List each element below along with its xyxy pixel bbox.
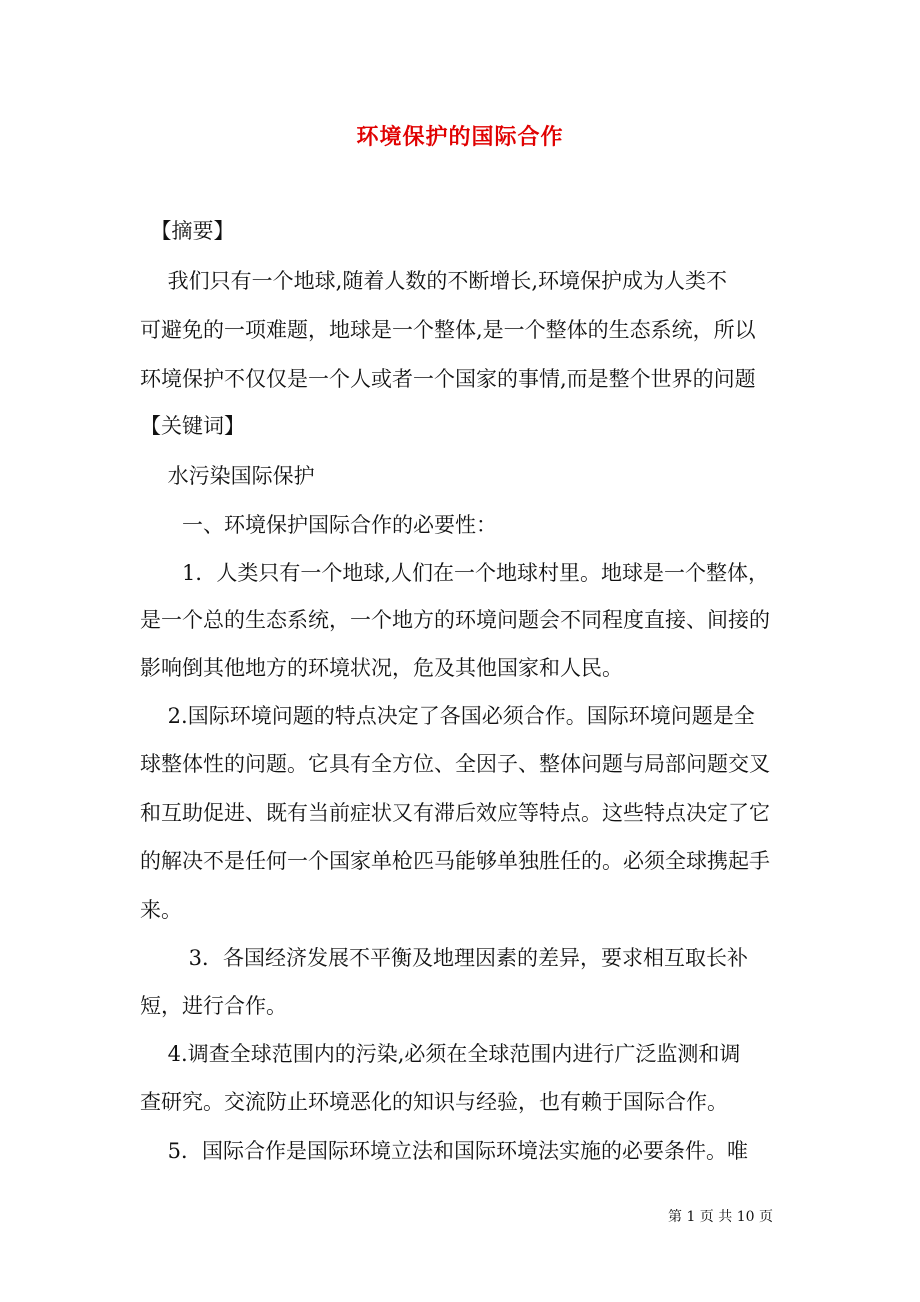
body-line: 3．各国经济发展不平衡及地理因素的差异，要求相互取长补 [140,946,749,970]
body-line: 的解决不是任何一个国家单枪匹马能够单独胜任的。必须全球携起手 [140,849,770,873]
body-line: 1．人类只有一个地球,人们在一个地球村里。地球是一个整体， [140,561,770,585]
body-line: 我们只有一个地球,随着人数的不断增长,环境保护成为人类不 [140,269,728,293]
body-line: 是一个总的生态系统，一个地方的环境问题会不同程度直接、间接的 [140,608,770,632]
document-title: 环境保护的国际合作 [356,124,564,150]
body-line: 查研究。交流防止环境恶化的知识与经验，也有赖于国际合作。 [140,1090,728,1114]
body-line: 球整体性的问题。它具有全方位、全因子、整体问题与局部问题交叉 [140,752,770,776]
body-line: 影响倒其他地方的环境状况，危及其他国家和人民。 [140,656,623,680]
body-line: 5．国际合作是国际环境立法和国际环境法实施的必要条件。唯 [140,1139,749,1163]
body-line: 短，进行合作。 [140,994,287,1018]
abstract-heading: 【摘要】 [140,219,235,243]
keywords-heading: 【关键词】 [140,414,245,438]
body-line: 4.调查全球范围内的污染,必须在全球范围内进行广泛监测和调 [140,1042,741,1066]
body-line: 2.国际环境问题的特点决定了各国必须合作。国际环境问题是全 [140,704,755,728]
body-line: 来。 [140,898,182,922]
section-heading: 一、环境保护国际合作的必要性： [140,513,497,537]
body-line: 环境保护不仅仅是一个人或者一个国家的事情,而是整个世界的问题 [140,367,756,391]
body-line: 和互助促进、既有当前症状又有滞后效应等特点。这些特点决定了它 [140,801,770,825]
page-number: 第 1 页 共 10 页 [668,1209,773,1225]
keywords-text: 水污染国际保护 [140,464,315,488]
body-line: 可避免的一项难题，地球是一个整体,是一个整体的生态系统，所以 [140,318,756,342]
